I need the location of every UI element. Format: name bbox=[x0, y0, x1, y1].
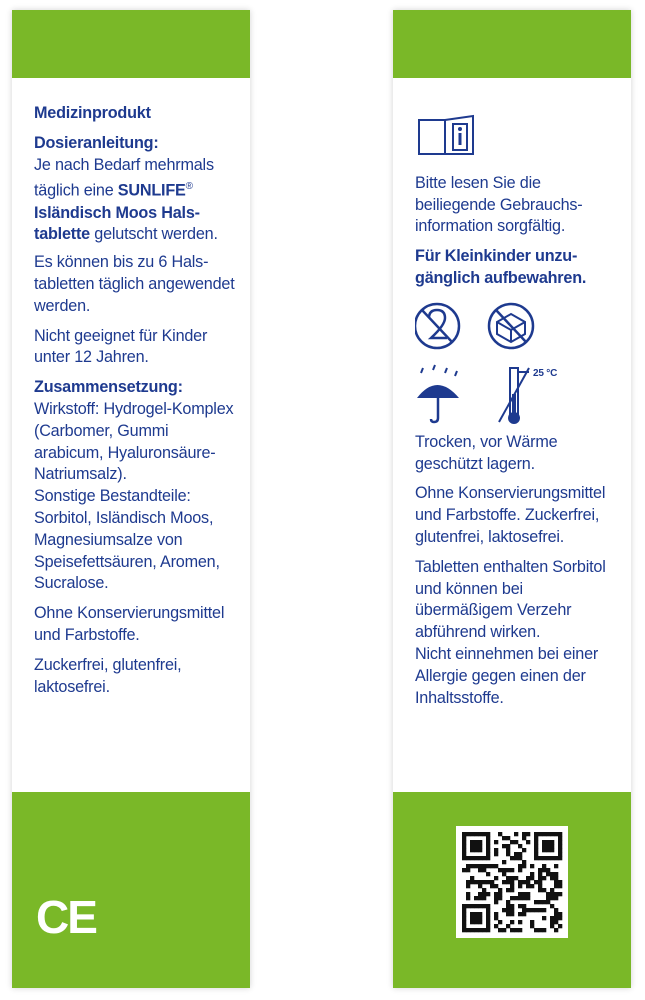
dosier-heading: Dosieranleitung: bbox=[34, 133, 159, 152]
bottom-green-band bbox=[12, 792, 250, 988]
qr-code bbox=[456, 826, 568, 938]
dosier-section bbox=[34, 133, 240, 246]
ohne-text: Ohne Konservierungsmittel und Farbstoffe. bbox=[34, 604, 225, 644]
dosier-product: Isländisch Moos Halstablette bbox=[34, 203, 201, 244]
top-green-band bbox=[12, 10, 250, 78]
info-book-icon bbox=[415, 114, 621, 165]
kleinkinder-text: Für Kleinkinder unzugänglich aufbewahren. bbox=[415, 247, 587, 287]
dosier-post: gelutscht werden. bbox=[89, 225, 218, 244]
temperature-label: 25 °C bbox=[533, 367, 558, 379]
left-text-block bbox=[34, 103, 240, 706]
keep-dry-umbrella-icon bbox=[417, 365, 459, 422]
do-not-use-if-damaged-icon bbox=[489, 304, 533, 348]
left-side-panel bbox=[12, 10, 250, 988]
top-green-band bbox=[393, 10, 631, 78]
trocken-text: Trocken, vor Wärme geschützt lagern. bbox=[415, 432, 558, 473]
kinder-text: Nicht geeignet für Kinder unter 12 Jahren. bbox=[34, 326, 208, 367]
dosier-reg: ® bbox=[185, 181, 193, 193]
bottom-green-band bbox=[393, 792, 631, 988]
allergie-text: Nicht einnehmen bei einer Allergie gegen einen der Inhaltsstoffe. bbox=[415, 644, 599, 707]
ohne-text: Ohne Konservierungsmittel und Farbstoffe. Zuckerfrei, glutenfrei, laktosefrei. bbox=[415, 484, 606, 546]
symbol-row-1 bbox=[415, 298, 621, 358]
zusammen-heading: Zusammensetzung: bbox=[34, 378, 183, 397]
max-tabletten-text: Es können bis zu 6 Halstabletten täglich angewendet werden. bbox=[34, 253, 235, 315]
sonstige-text: Sonstige Bestandteile: Sorbitol, Isländisch Moos, Magnesiumsalze von Speisefettsäuren, Aromen, Sucralose. bbox=[34, 487, 220, 593]
bitte-text: Bitte lesen Sie die beiliegende Gebrauchsinformation sorgfältig. bbox=[415, 173, 583, 236]
right-text-block bbox=[415, 108, 621, 717]
ce-mark: CE bbox=[36, 891, 96, 943]
dosier-brand: SUNLIFE bbox=[117, 181, 186, 200]
temperature-limit-icon bbox=[499, 368, 529, 424]
tabletten-text: Tabletten enthalten Sorbitol und können bei übermäßigem Verzehr abführend wirken. bbox=[415, 557, 606, 642]
no-reuse-icon bbox=[415, 304, 459, 348]
medizinprodukt-label: Medizinprodukt bbox=[34, 104, 151, 122]
right-side-panel bbox=[393, 10, 631, 988]
dosier-pre: Je nach Bedarf mehrmals täglich eine bbox=[34, 155, 214, 200]
zucker-text: Zuckerfrei, glutenfrei, laktosefrei. bbox=[34, 655, 182, 696]
symbol-row-2 bbox=[415, 364, 621, 428]
wirkstoff-text: Wirkstoff: Hydrogel-Komplex (Carbomer, Gummi arabicum, Hyaluronsäure-Natriumsalz). bbox=[34, 399, 234, 484]
